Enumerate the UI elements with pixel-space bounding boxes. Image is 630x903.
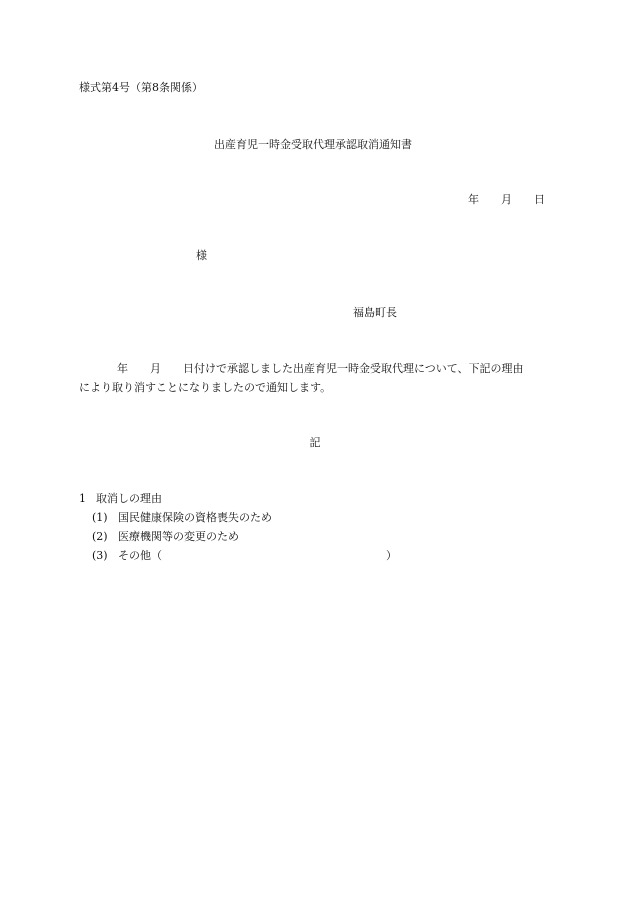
list-item <box>92 510 272 526</box>
section-heading <box>79 491 162 507</box>
body-line-2: により取り消すことになりましたので通知します。 <box>79 381 332 394</box>
body-line-1-text: 日付けで承認しました出産育児一時金受取代理について、下記の理由 <box>183 362 524 375</box>
body-year-label: 年 <box>117 362 128 375</box>
form-number: 様式第4号（第8条関係） <box>79 81 203 94</box>
date-day-label: 日 <box>534 193 545 206</box>
list-item-number: (2) <box>92 530 108 543</box>
list-item <box>92 529 239 545</box>
sender: 福島町長 <box>353 306 397 319</box>
addressee: 様 <box>196 249 207 262</box>
document-title-text: 出産育児一時金受取代理承認取消通知書 <box>214 138 412 151</box>
body-line-1 <box>79 361 524 377</box>
ki-heading: 記 <box>309 436 321 449</box>
date-month-label: 月 <box>501 193 512 206</box>
date-line <box>446 192 545 208</box>
list-item-text: その他（ <box>118 549 162 562</box>
list-item <box>92 548 397 564</box>
section-title: 取消しの理由 <box>96 492 162 505</box>
list-item-close: ） <box>386 549 397 562</box>
list-item-number: (1) <box>92 511 108 524</box>
list-item-number: (3) <box>92 549 108 562</box>
document-title <box>0 137 630 153</box>
body-month-label: 月 <box>150 362 161 375</box>
section-number: 1 <box>79 492 86 505</box>
date-year-label: 年 <box>468 193 479 206</box>
list-item-text: 国民健康保険の資格喪失のため <box>118 511 272 524</box>
list-item-text: 医療機関等の変更のため <box>118 530 239 543</box>
